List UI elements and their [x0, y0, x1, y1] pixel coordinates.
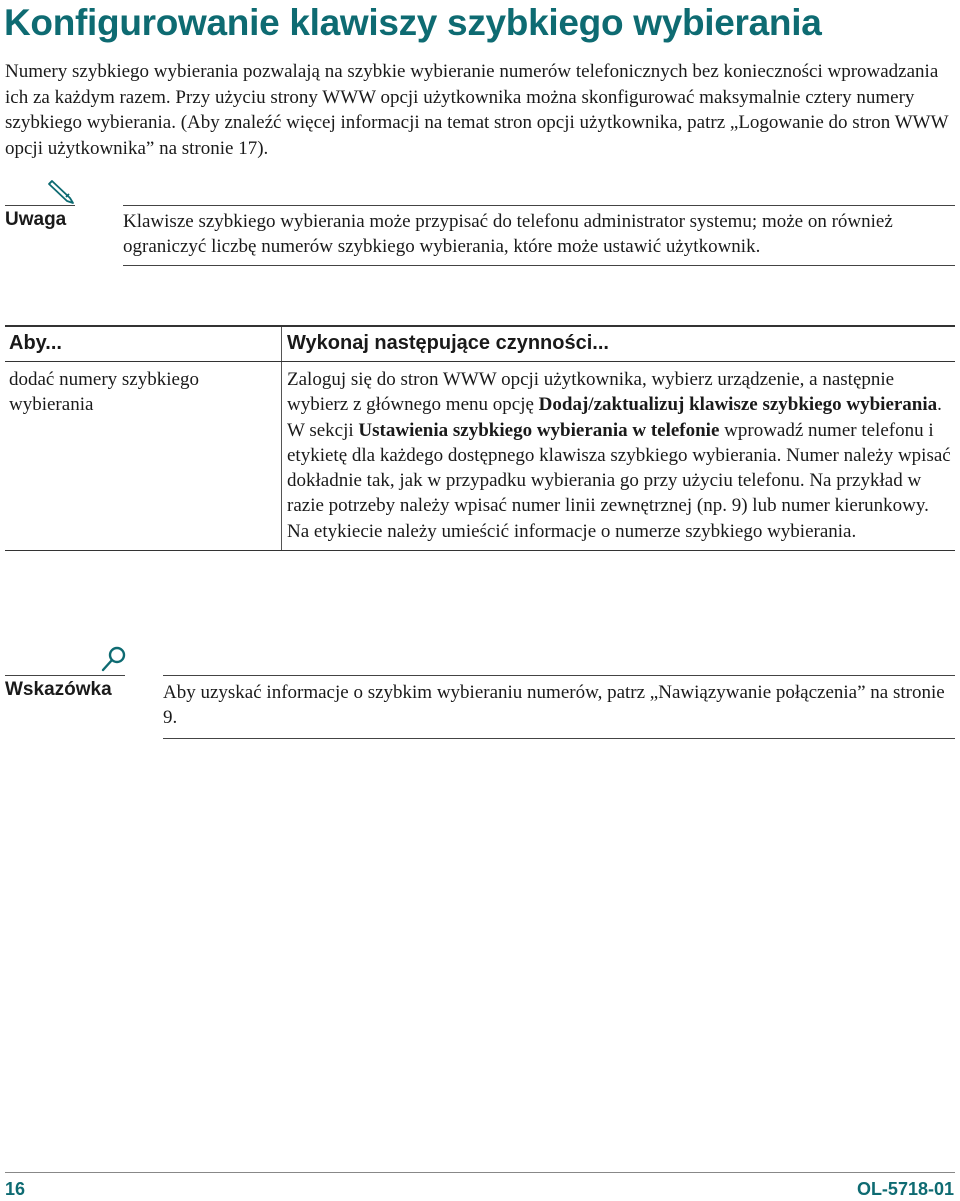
- note-label-rule: [5, 205, 75, 206]
- page-number: 16: [5, 1179, 26, 1199]
- table-header-row: [5, 326, 955, 362]
- magnifier-icon: [100, 645, 128, 673]
- note-text: Klawisze szybkiego wybierania może przypisać do telefonu administrator systemu; może on również ograniczyć liczbę numerów szybkiego wybierania, które może ustawić użytkownik.: [123, 205, 955, 266]
- table-header-steps: Wykonaj następujące czynności...: [282, 326, 956, 362]
- page-title: Konfigurowanie klawiszy szybkiego wybierania: [4, 2, 822, 43]
- table-header-task: Aby...: [5, 326, 282, 362]
- menu-option-name: Dodaj/zaktualizuj klawisze szybkiego wybierania: [538, 394, 938, 416]
- tip-text: Aby uzyskać informacje o szybkim wybieraniu numerów, patrz „Nawiązywanie połączenia” na stronie 9.: [163, 675, 955, 739]
- footer-divider: [5, 1172, 955, 1173]
- step-text: wprowadź numer telefonu i etykietę dla każdego dostępnego klawisza szybkiego wybierania. Numer należy wpisać dokładnie tak, jak w przypadku wybierania go przy użyciu telefonu. Na przykład w razie potrzeby należy wpisać numer linii zewnętrznej (np. 9) lub numer kierunkowy. Na etykiecie należy umieścić informacje o numerze szybkiego wybierania.: [287, 419, 951, 542]
- table-cell-task: dodać numery szybkiego wybierania: [5, 362, 282, 551]
- document-id: OL-5718-01: [856, 1179, 954, 1199]
- intro-paragraph: Numery szybkiego wybierania pozwalają na szybkie wybieranie numerów telefonicznych bez konieczności wprowadzania ich za każdym razem. Przy użyciu strony WWW opcji użytkownika można skonfigurować maksymalnie cztery numery szybkiego wybierania. (Aby znaleźć więcej informacji na temat stron opcji użytkownika, patrz „Logowanie do stron WWW opcji użytkownika” na stronie 17).: [5, 61, 949, 159]
- steps-table: [5, 325, 955, 551]
- table-cell-steps: [282, 362, 956, 551]
- step-text: Zaloguj się do stron WWW opcji użytkownika, wybierz urządzenie, a następnie wybierz z głównego menu opcję: [287, 369, 895, 416]
- step-text: . W sekcji: [287, 394, 942, 441]
- table-row: [5, 362, 955, 551]
- tip-label: Wskazówka: [5, 679, 112, 700]
- section-name: Ustawienia szybkiego wybierania w telefonie: [358, 419, 720, 441]
- note-label: Uwaga: [5, 209, 67, 230]
- tip-label-rule: [5, 675, 125, 676]
- pencil-icon: [46, 176, 76, 206]
